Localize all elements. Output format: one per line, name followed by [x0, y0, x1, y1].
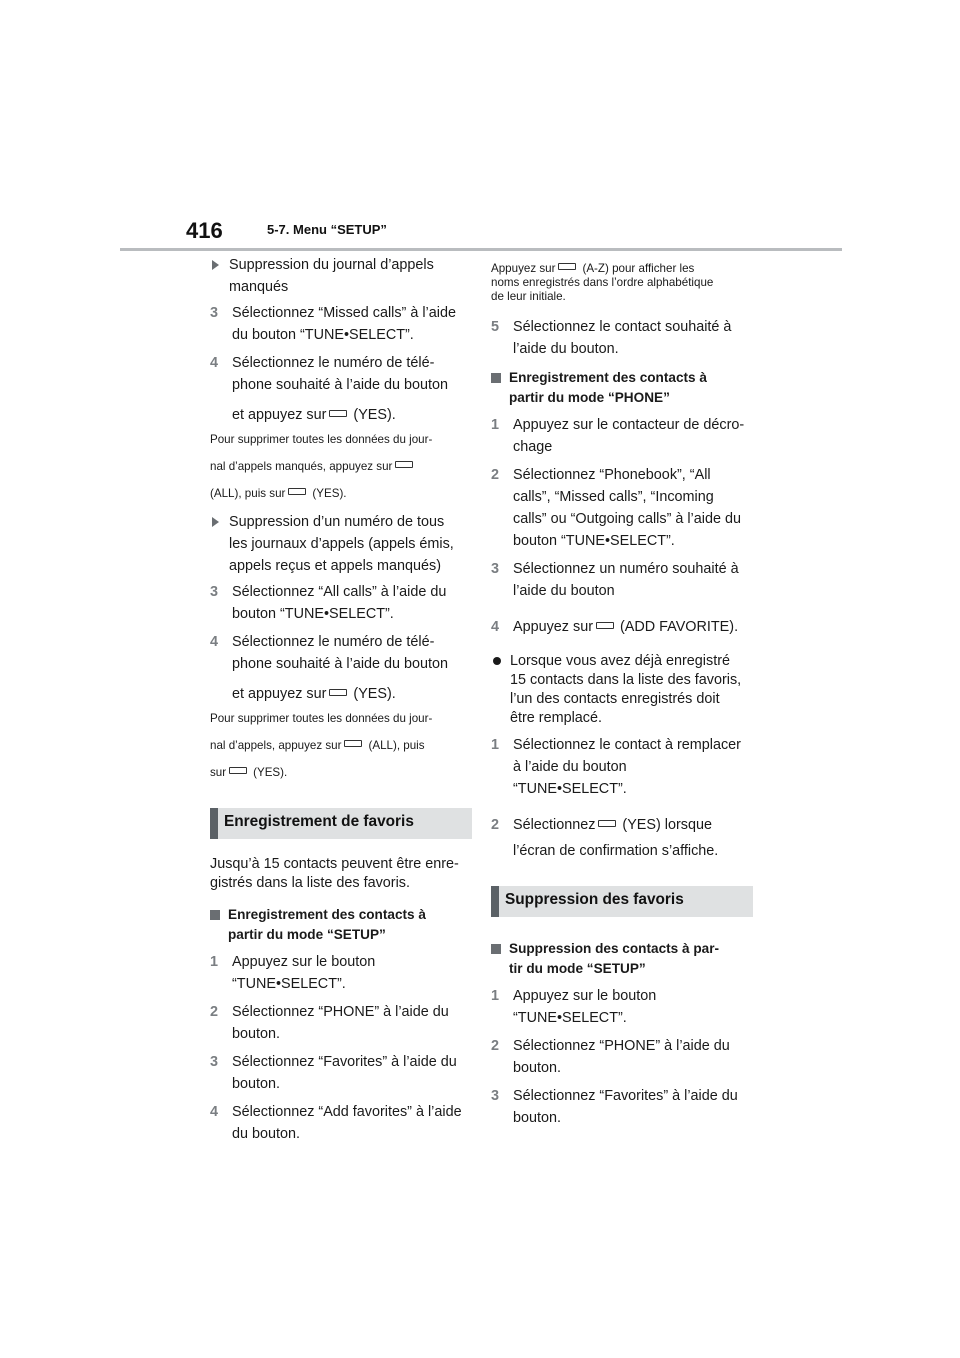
step-4: 4 Sélectionnez le numéro de télé- phone souhaité à l’aide du bouton et appuyez sur (YES). [210, 355, 449, 423]
note-delete-all-missed: Pour supprimer toutes les données du jour- nal d’appels manqués, appuyez sur (ALL), puis sur (YES). [210, 433, 433, 500]
step-5: 5 Sélectionnez le contact souhaité à l’aide du bouton. [491, 319, 732, 357]
subheading-delete-setup-mode: Suppression des contacts à par- tir du mode “SETUP” [491, 939, 753, 979]
step-2: 2 Sélectionnez “Phonebook”, “All calls”, “Missed calls”, “Incoming calls” ou “Outgoing calls” à l’aide du bouton “TUNE•SELECT”. [491, 467, 741, 549]
step-3: 3 Sélectionnez “Missed calls” à l’aide du bouton “TUNE•SELECT”. [210, 305, 456, 343]
intro-paragraph: Jusqu’à 15 contacts peuvent être enre- gistrés dans la liste des favoris. [210, 856, 459, 891]
note-delete-all-logs: Pour supprimer toutes les données du jour- nal d’appels, appuyez sur (ALL), puis sur (YES). [210, 712, 433, 779]
step-1: 1 Sélectionnez le contact à remplacer à l’aide du bouton “TUNE•SELECT”. [491, 737, 741, 797]
square-bullet-icon [210, 910, 220, 920]
step-4: 4 Sélectionnez le numéro de télé- phone souhaité à l’aide du bouton et appuyez sur (YES). [210, 634, 449, 702]
yes-button-icon [329, 689, 347, 696]
subsection-delete-all-logs: Suppression d’un numéro de tous les journaux d’appels (appels émis, appels reçus et appels manqués) [210, 511, 472, 577]
right-column [491, 262, 753, 1129]
step-4: 4 Appuyez sur (ADD FAVORITE). [491, 619, 739, 635]
yes-button-icon [229, 767, 247, 774]
step-2: 2 Sélectionnez (YES) lorsque l’écran de confirmation s’affiche. [491, 817, 719, 859]
heading-favorites-registration: Enregistrement de favoris [210, 808, 472, 839]
step-3: 3 Sélectionnez “All calls” à l’aide du bouton “TUNE•SELECT”. [210, 584, 447, 622]
bullet-replace-contact: Lorsque vous avez déjà enregistré 15 contacts dans la liste des favoris, l’un des contacts enregistrés doit être remplacé. [491, 652, 753, 728]
step-3: 3 Sélectionnez un numéro souhaité à l’aide du bouton [491, 561, 739, 599]
subsection-delete-missed: Suppression du journal d’appels manqués [210, 254, 472, 298]
left-column [210, 254, 472, 1145]
section-title: 5-7. Menu “SETUP” [267, 222, 387, 237]
all-button-icon [344, 740, 362, 747]
step-2: 2 Sélectionnez “PHONE” à l’aide du bouton. [210, 1004, 449, 1042]
note-alphabetical: Appuyez sur (A-Z) pour afficher les noms enregistrés dans l’ordre alphabétique de leur initiale. [491, 262, 714, 303]
step-4: 4 Sélectionnez “Add favorites” à l’aide du bouton. [210, 1104, 462, 1142]
square-bullet-icon [491, 373, 501, 383]
heading-favorites-deletion: Suppression des favoris [491, 886, 753, 917]
add-favorite-button-icon [596, 622, 614, 629]
dot-bullet-icon [493, 657, 501, 665]
subheading-setup-mode: Enregistrement des contacts à partir du mode “SETUP” [210, 905, 472, 945]
step-1: 1 Appuyez sur le contacteur de décro- chage [491, 417, 745, 455]
triangle-bullet-icon [212, 260, 219, 270]
square-bullet-icon [491, 944, 501, 954]
page-header [120, 204, 842, 251]
step-3: 3 Sélectionnez “Favorites” à l’aide du bouton. [491, 1088, 738, 1126]
step-3: 3 Sélectionnez “Favorites” à l’aide du bouton. [210, 1054, 457, 1092]
yes-button-icon [598, 820, 616, 827]
page-number: 416 [186, 218, 223, 243]
yes-button-icon [288, 488, 306, 495]
step-1: 1 Appuyez sur le bouton “TUNE•SELECT”. [210, 954, 376, 992]
a-z-button-icon [558, 263, 576, 270]
step-1: 1 Appuyez sur le bouton “TUNE•SELECT”. [491, 988, 657, 1026]
subheading-phone-mode: Enregistrement des contacts à partir du mode “PHONE” [491, 368, 753, 408]
triangle-bullet-icon [212, 517, 219, 527]
step-2: 2 Sélectionnez “PHONE” à l’aide du bouton. [491, 1038, 730, 1076]
all-button-icon [395, 461, 413, 468]
yes-button-icon [329, 410, 347, 417]
